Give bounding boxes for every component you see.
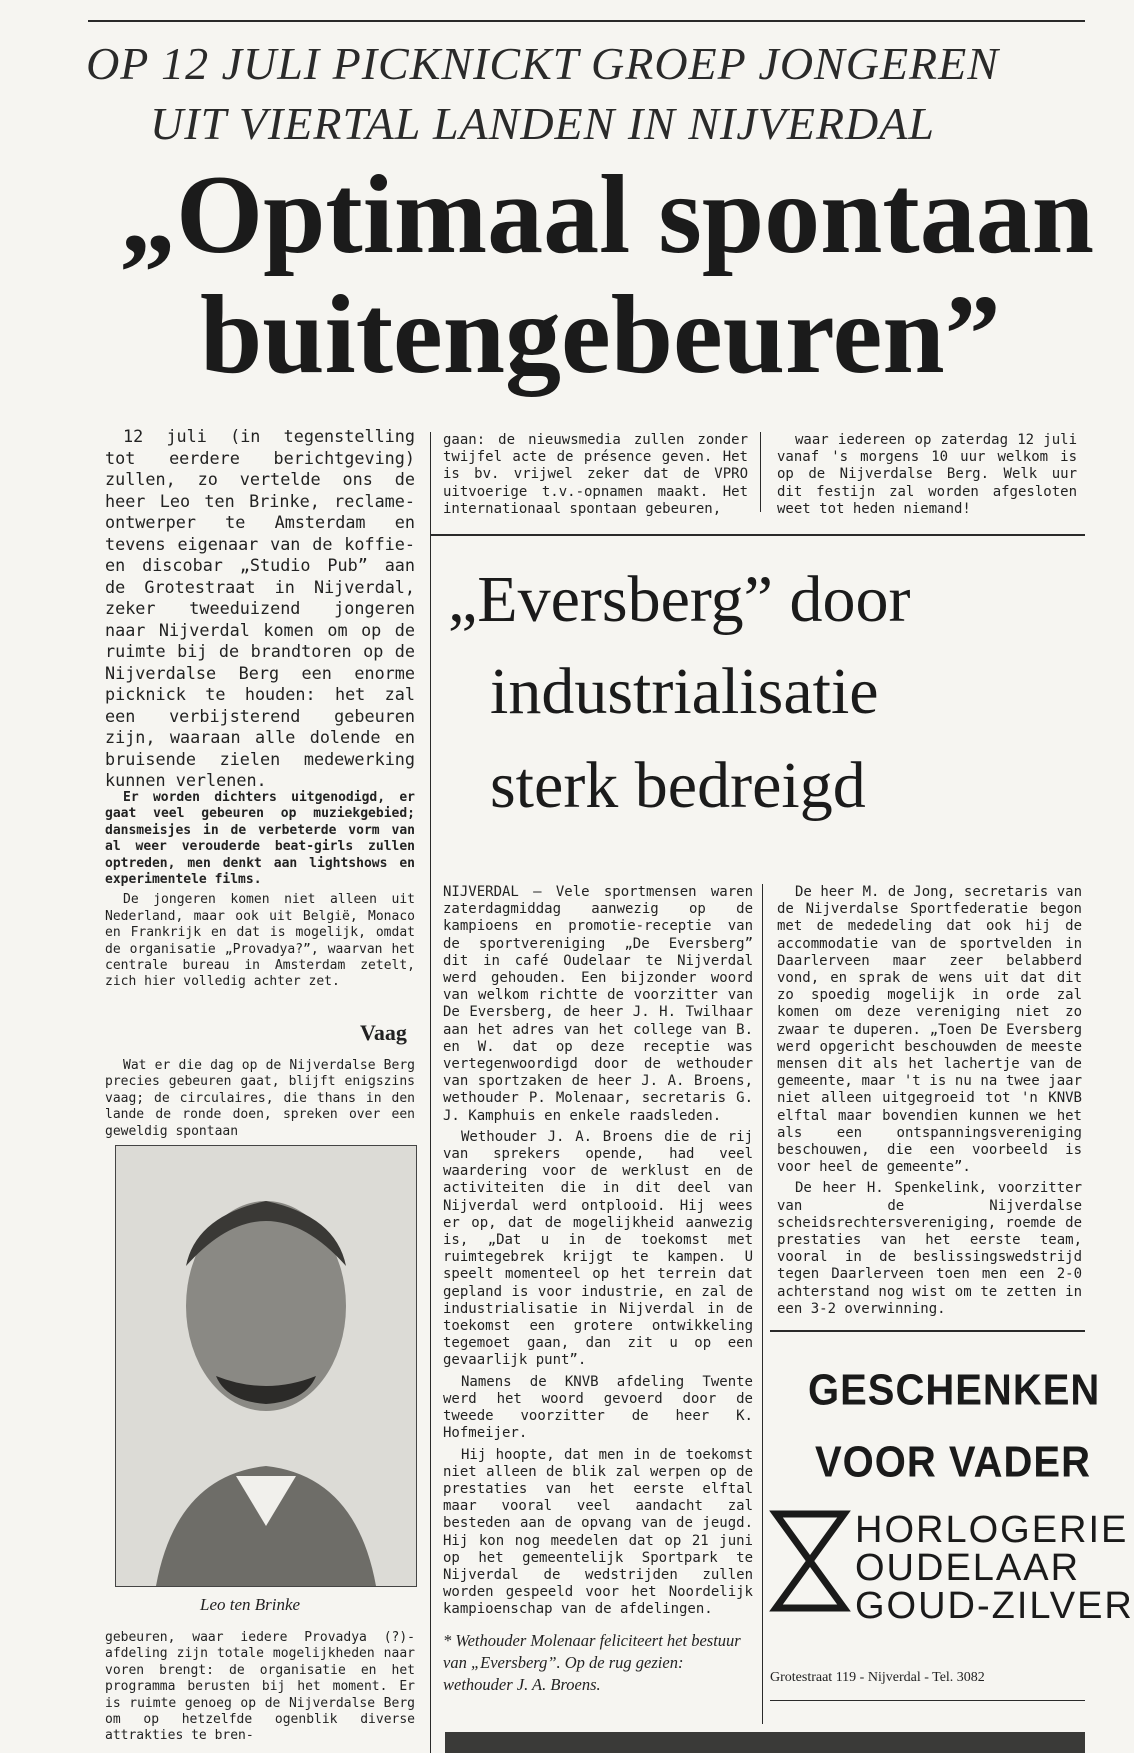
article2-paragraph-6: De heer H. Spenkelink, voorzitter van de Nijverdalse scheidsrechtersvereniging, roemde de prestaties van het eerste team, vooral in de beslissingswedstrijd tegen Daarlerveen toen men een 2-0 achterstand nog wist om te zetten in een 3-2 overwinning.	[777, 1180, 1082, 1317]
portrait-caption: Leo ten Brinke	[200, 1595, 301, 1614]
article1-column-1d	[105, 1630, 415, 1749]
article1-column-1	[105, 426, 415, 796]
column-rule-3	[762, 884, 763, 1724]
ad-brand-2: OUDELAAR	[855, 1547, 1081, 1589]
article1-column-1b	[105, 790, 415, 995]
portrait-silhouette-icon	[116, 1146, 416, 1586]
article1-paragraph-2: Er worden dichters uitgenodigd, er gaat veel gebeuren op muziekgebied; dansmeisjes in de verbeterde vorm van al weer verouderde beat-girls zullen optreden, men denkt aan lightshows en experimentele films.	[105, 790, 415, 888]
article1-column-2	[443, 432, 748, 522]
top-rule	[88, 20, 1085, 22]
article1-subhead: Vaag	[360, 1020, 407, 1045]
article2-paragraph-5: De heer M. de Jong, secretaris van de Nijverdalse Sportfederatie begon met de mededeling dat ook hij de accommodatie van de sportvelden in Daarlerveen maar zeer belabberd vond, en sprak de wens uit dat dit zo spoedig mogelijk in orde zal komen om deze vereniging niet zo zwaar te duperen. „Toen De Eversberg werd opgericht beschouwden de meeste mensen dit als het lachertje van de gemeente, maar 't is nu na twee jaar niet alleen uitgegroeid tot 'n KNVB elftal maar bovendien kunnen we het als een ontspanningsvereniging beschouwen, die een voorbeeld is voor heel de gemeente”.	[777, 884, 1082, 1176]
ad-brand-1: HORLOGERIE	[855, 1509, 1129, 1551]
headline-line-2: buitengebeuren”	[200, 273, 1001, 397]
kicker-line-2: UIT VIERTAL LANDEN IN NIJVERDAL	[150, 98, 935, 149]
headline-line-1: „Optimaal spontaan	[120, 153, 1094, 277]
article2-paragraph-2: Wethouder J. A. Broens die de rij van sprekers opende, had veel waardering voor de werklust en de activiteiten die in dit deel van Nijverdal werd ontplooid. Hij wees er op, dat de mogelijkheid aanwezig is, „Dat u in de toekomst met ruimtegebrek krijgt te kampen. U speelt momenteel op het terrein dat gepland is voor industrie, en zal de industrialisatie in Nijverdal in de toekomst een grotere ontwikkeling tegemoet gaan, dan zit u op een gevaarlijk punt”.	[443, 1128, 753, 1369]
article2-paragraph-4: Hij hoopte, dat men in de toekomst niet alleen de blik zal werpen op de prestaties van het eerste elftal maar vooral veel aandacht zal besteden aan de opvang van de jeugd. Hij kon nog meedelen dat op 21 juni op het gemeentelijk Sportpark te Nijverdal de wedstrijden zullen worden gespeeld voor het Noordelijk kampioenschap van de afdelingen.	[443, 1446, 753, 1618]
kicker-line-1: OP 12 JULI PICKNICKT GROEP JONGEREN	[86, 38, 999, 89]
article2-column-1	[443, 884, 753, 1623]
hourglass-logo-icon	[772, 1510, 848, 1612]
ad-line-1: GESCHENKEN	[808, 1365, 1101, 1415]
article1-column-3-text: waar iedereen op zaterdag 12 juli vanaf 's morgens 10 uur welkom is op de Nijverdalse Berg. Welk uur dit festijn zal worden afgesloten weet tot heden niemand!	[777, 432, 1077, 517]
article2-paragraph-1: NIJVERDAL — Vele sportmensen waren zaterdagmiddag aanwezig op de kampioens en promotie-receptie van de sportvereniging „De Eversberg” dit in café Oudelaar te Nijverdal werd gehouden. Een bijzonder woord van welkom richtte de voorzitter van De Eversberg, de heer J. H. Twilhaar aan het adres van het college van B. en W. dat op deze receptie was vertegenwoordigd door de wethouder van sportzaken de heer J. A. Broens, wethouder P. Molenaar, secretaris G. J. Kamphuis en enkele raadsleden.	[443, 884, 753, 1124]
article-divider	[430, 534, 1085, 536]
ad-line-2: VOOR VADER	[815, 1437, 1091, 1487]
article1-lead-paragraph: 12 juli (in tegenstelling tot eerdere berichtgeving) zullen, zo vertelde ons de heer Leo ten Brinke, reclame-ontwerper te Amsterdam en tevens eigenaar van de koffie- en discobar „Studio Pub” aan de Grotestraat in Nijverdal, zeker tweeduizend jongeren naar Nijverdal komen om op de ruimte bij de brandtoren op de Nijverdalse Berg een enorme picknick te houden: het zal een verbijsterend gebeuren zijn, waaraan alle dolende en bruisende zielen medewerking kunnen verlenen.	[105, 426, 415, 790]
article2-headline-line-2: industrialisatie	[490, 655, 879, 728]
portrait-photo	[115, 1145, 417, 1587]
article2-column-2	[777, 884, 1082, 1322]
ad-bottom-rule	[770, 1700, 1085, 1701]
article1-column-3	[777, 432, 1077, 522]
ad-address: Grotestraat 119 - Nijverdal - Tel. 3082	[770, 1670, 985, 1685]
article1-column-1c	[105, 1058, 415, 1144]
column-rule-1	[430, 432, 431, 1753]
article2-paragraph-3: Namens de KNVB afdeling Twente werd het woord gevoerd door de tweede voorzitter de heer K. Hofmeijer.	[443, 1373, 753, 1442]
article2-headline-line-1: „Eversberg” door	[448, 563, 911, 636]
article1-paragraph-3: De jongeren komen niet alleen uit Nederland, maar ook uit België, Monaco en Frankrijk en dat is mogelijk, omdat de organisatie „Provadya?”, waarvan het centrale bureau in Amsterdam zetelt, zich hier volledig achter zet.	[105, 892, 415, 990]
ad-top-rule	[770, 1330, 1085, 1332]
article1-paragraph-4: Wat er die dag op de Nijverdalse Berg precies gebeuren gaat, blijft enigszins vaag; de circulaires, die thans in den lande de ronde doen, spreken over een geweldig spontaan	[105, 1058, 415, 1139]
column-rule-2	[760, 432, 761, 512]
article2-headline-line-3: sterk bedreigd	[490, 749, 866, 822]
article1-column-2-text: gaan: de nieuwsmedia zullen zonder twijfel acte de présence geven. Het is bv. vrijwel zeker dat de VPRO uitvoerige t.v.-opnamen maakt. Het internationaal spontaan gebeuren,	[443, 432, 748, 517]
ad-brand-3: GOUD-ZILVER	[855, 1585, 1134, 1627]
bottom-photo-strip	[445, 1732, 1085, 1753]
article2-photo-caption: * Wethouder Molenaar feliciteert het bestuur van „Eversberg”. Op de rug gezien: wethouder J. A. Broens.	[443, 1631, 741, 1694]
article1-paragraph-5: gebeuren, waar iedere Provadya (?)-afdeling zijn totale mogelijkheden naar voren brengt: de organisatie en het programma berusten bij het moment. Er is ruimte genoeg op de Nijverdalse Berg om op hetzelfde ogenblik diverse attrakties te bren-	[105, 1630, 415, 1744]
